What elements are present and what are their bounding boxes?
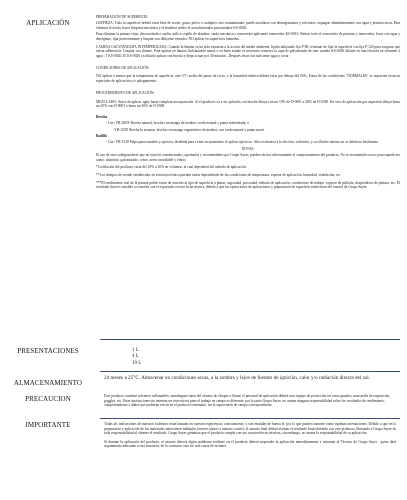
label-presentaciones: PRESENTACIONES [17, 347, 79, 355]
precaucion-text: Este producto contiene solventes inflamables, manténgase fuera del alcance de chispas o flama. el personal de aplicación deberá usar equipo de protección tal como guantes, mascarilla de respiración, goggles, etc. Estas instrucciones no intentan ser restrictivas pues el trabajo en campo es diferente, por lo tanto Grupo Sayer, no asume ninguna responsabilidad sobre los resultados de rendimiento, comportamiento o daños que pudieran existir en el producto terminado, sin la supervisión de campo correspondiente. [104, 394, 391, 408]
label-importante: IMPORTANTE [25, 421, 71, 429]
aplicacion-section [96, 15, 400, 192]
importante-text-2: Si durante la aplicación del producto, el usuario detecta algún problema evidente en el producto deberá suspender la aplicación inmediatamente e informar al Técnico de Grupo Sayer , quien dará seguimiento adecuado a esta situación, de lo contrario, esto no será causa de reclamo. [104, 439, 396, 449]
divider-precaucion [100, 418, 400, 419]
nota-2: *La dilución del producto varía del 10% a 30% en volumen, la cual dependerá del método de aplicación. [96, 165, 247, 170]
prep-title: PREPARACIÓN DE SUPERFICIE: [96, 15, 149, 19]
presentacion-item: 4 L [132, 354, 139, 360]
limpieza2-text: Para eliminar la pintura vieja, desconchada o suelta, utilice cepillo de alambre, carda mecánica o removedor aplicando removedor KS-0010. Retirar todo el removedor de pinturas y removedor, lavar con agua y detergente, lijar perfectamente y limpiar con diluyente extruder. NO aplicar en superficies húmedas. [96, 32, 400, 41]
cond-title: CONDICIONES DE APLICACIÓN: [96, 66, 150, 71]
mezclado-text: MEZCLADO: Antes de aplicar, agite hasta completa incorporación. Si el producto va a ser aplicado con brocha diluya con un 10% de D-0001 a 20% de D-0300. En caso de aplicación por aspersión diluya hasta un 20% con D-0001 o hasta un 30% de D-0300. [96, 99, 400, 109]
divider-presentaciones [100, 371, 400, 372]
brocha-item-1: - Use: YB-200X Brocha natural, brocha con mango de madera, cerda natural y punta redondeada, ó [106, 121, 249, 126]
divider-aplicacion [100, 339, 400, 340]
label-precaucion: PRECAUCION [25, 395, 71, 403]
brocha-item-2: YB-150X Brocha la acanaar: brocha con mango ergonómico de madera, con cerda natural y punta suave. [114, 127, 266, 132]
rodillo-title: Rodillo [96, 134, 108, 139]
limpieza-text: LIMPIEZA: Toda la superficie deberá estar libre de aceite, grasa, polvo o cualquier otro contaminante, puede auxiliarse con desengrasantes y solventes, enjuague abundantemente con agua y permita secar. Para eliminar el óxido, hacer limpieza mecánica y el finalizar utilice el acondicionador para metales KS-0020. [96, 21, 400, 30]
brocha-title: Brocha [96, 114, 108, 119]
label-almacenamiento: ALMACENAMIENTO [13, 379, 83, 387]
importante-section [104, 422, 396, 451]
importante-text-1: Todas las indicaciones de nuestros boletines están basadas en nuestra experiencia, conocimiento, y son emitidas de buena fe, por lo que pueden tomarse como óptimas orientaciones. Debido a que en la preparación y aplicación de los materiales intervienen múltiples factores ajenos a nuestro control, el usuario final deberá evaluar el resultado final obtenido con este producto, liberando a Grupo Sayer de toda responsabilidad al obtener el resultado. Grupo Sayer garantiza que el producto cumple con sus características técnicas, sin embargo, no asume la responsabilidad de su aplicación. [104, 422, 396, 436]
notas-title: NOTAS: [241, 146, 255, 151]
presentacion-item: 19 L [132, 360, 142, 366]
nota-4: ***El rendimiento real de la pintura podrá variar de acuerdo al tipo de superficie a pintar, rugosidad, porosidad, método de aplicación, condiciones de trabajo, espesor de película, desperdicios de pintura, etc. El resultado final es sensible a coincidir con el expresado en esta ficha técnica, debido a que las operaciones de aplicaciones y preparación de superficie están fuera del control de Grupo Sayer. [96, 180, 400, 190]
almacenamiento-text: 24 meses a 25°C. Almacenar en condiciones secas, a la sombra y lejos de fuentes de ignición, calor y/o radiación directa del sol. [104, 375, 370, 381]
cond-text: NO aplicar a menos que la temperatura de superficie, esté 3°C arriba del punto de rocío, y la humedad relativa deberá estar por debajo del 85%. Fuera de las condiciones "NORMALES" se requieren técnicas especiales de aplicación y/o adiegamiento. [96, 73, 400, 83]
proc-title: PROCEDIMIENTO DE APLICACIÓN: [96, 91, 155, 96]
lamina-text: LAMINA GALVANIZADA INTEMPERIZADA: Cuando la lámina ya ha sido expuesta a la acción del medio ambiente, lijarla utilizando lija P-80, terminar de lijar la superficie con lija P-120 para asegurar que exista adherencia. Limpiar con thinner. Para aplicar en lámina Galvanizada nueva o en buen estado es necesario remover la capa de galvanizado de zinc usando KS-0020 diluido en una relación en volumen 2 agua : 1 KS-0020. El KS-0020 ya diluido aplicar con brocha y dejar actuar por 30 minutos . Después lavar con suficiente agua y secar. [96, 44, 400, 58]
nota-3: **Los tiempos de secado establecidos en esta hoja técnica pueden variar dependiendo de las condiciones de temperatura, espesor de aplicación, humedad, ventilación, etc. [96, 173, 342, 178]
nota-1: El uso de otros adelgazadores que no sean los suministrados, aprobados y recomendados por Grupo Sayer, pueden afectar adversamente el comportamiento del producto. No se recomienda su uso para superficies como: aluminio, galvanizado, cobre, acero inoxidable y vidrio. [96, 153, 400, 162]
rodillo-item-1: - Use: YB-3130 Felpa para esmaltes y epóxica, diseñada para evitar escurrimiento al aplicar epóxicos. Alta resistencia a la fricción, solventes, y su cilindro interno no se deteriora fácilmente. [106, 140, 379, 145]
presentacion-item: 1 L [132, 348, 139, 353]
presentaciones-list [132, 348, 192, 367]
label-aplicacion: APLICACIÓN [26, 19, 70, 27]
